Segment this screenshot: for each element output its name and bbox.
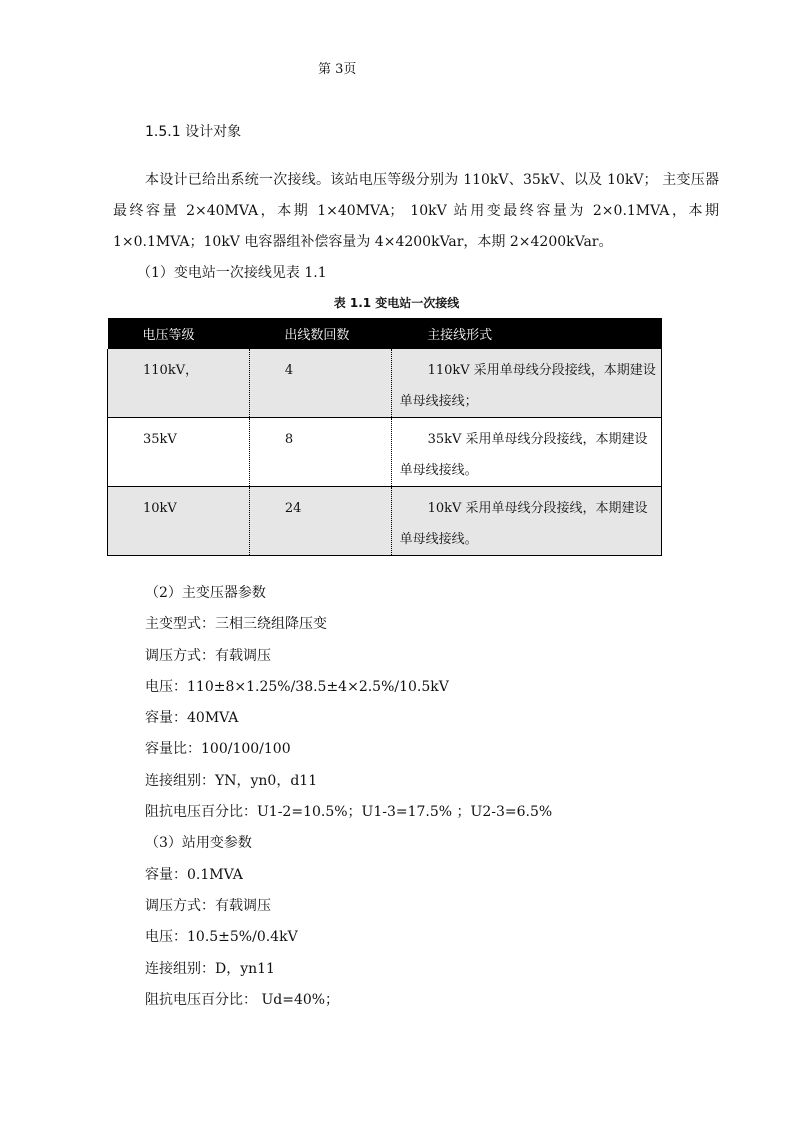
header-voltage: 电压等级 [108,318,250,349]
param-line: 阻抗电压百分比：U1-2=10.5%；U1-3=17.5% ；U2-3=6.5% [145,804,553,821]
cell-form-text: 110kV 采用单母线分段接线，本期建设单母线接线； [399,363,656,409]
cell-count: 24 [249,487,391,556]
cell-form [391,487,661,556]
cell-voltage: 110kV， [108,349,250,418]
table-row [108,487,662,556]
parameter-list [145,578,552,1016]
table-header-row [108,318,662,349]
cell-voltage: 10kV [108,487,250,556]
page-number: 第 3页 [318,62,357,77]
cell-form-text: 10kV 采用单母线分段接线，本期建设单母线接线。 [399,501,648,547]
cell-form [391,349,661,418]
section1-title: （1）变电站一次接线见表 1.1 [137,265,327,281]
param-line: 阻抗电压百分比： Ud=40%； [145,991,340,1008]
param-line: 主变型式：三相三绕组降压变 [145,616,327,633]
section-heading: 1.5.1 设计对象 [145,124,242,140]
header-count: 出线数回数 [249,318,391,349]
param-line: 容量：40MVA [145,710,239,727]
param-line: 调压方式：有载调压 [145,647,271,664]
param-line: 容量：0.1MVA [145,866,243,883]
section2-title: （2）主变压器参数 [145,585,266,601]
intro-text: 本设计已给出系统一次接线。该站电压等级分别为 110kV、35kV、以及 10kV； 主变压器最终容量 2×40MVA，本期 1×40MVA； 10kV 站用变最终容量为 2×0.1MVA，本期 1×0.1MVA；10kV 电容器组补偿容量为 4×4200kVar，本期 2×4200kVar。 [113,172,719,250]
section3-title: （3）站用变参数 [145,835,252,852]
param-line: 调压方式：有载调压 [145,897,271,914]
cell-voltage: 35kV [108,418,250,487]
param-line: 连接组别：D，yn11 [145,960,275,977]
cell-form [391,418,661,487]
intro-paragraph [113,165,719,289]
header-form: 主接线形式 [391,318,661,349]
cell-count: 8 [249,418,391,487]
table-row [108,418,662,487]
param-line: 电压：110±8×1.25%/38.5±4×2.5%/10.5kV [145,678,449,695]
param-line: 连接组别：YN，yn0，d11 [145,772,318,789]
cell-count: 4 [249,349,391,418]
param-line: 电压：10.5±5%/0.4kV [145,929,298,946]
table-caption: 表 1.1 变电站一次接线 [333,296,460,310]
cell-form-text: 35kV 采用单母线分段接线，本期建设单母线接线。 [399,432,648,478]
wiring-table [107,318,662,556]
param-line: 容量比：100/100/100 [145,741,291,758]
table-row [108,349,662,418]
